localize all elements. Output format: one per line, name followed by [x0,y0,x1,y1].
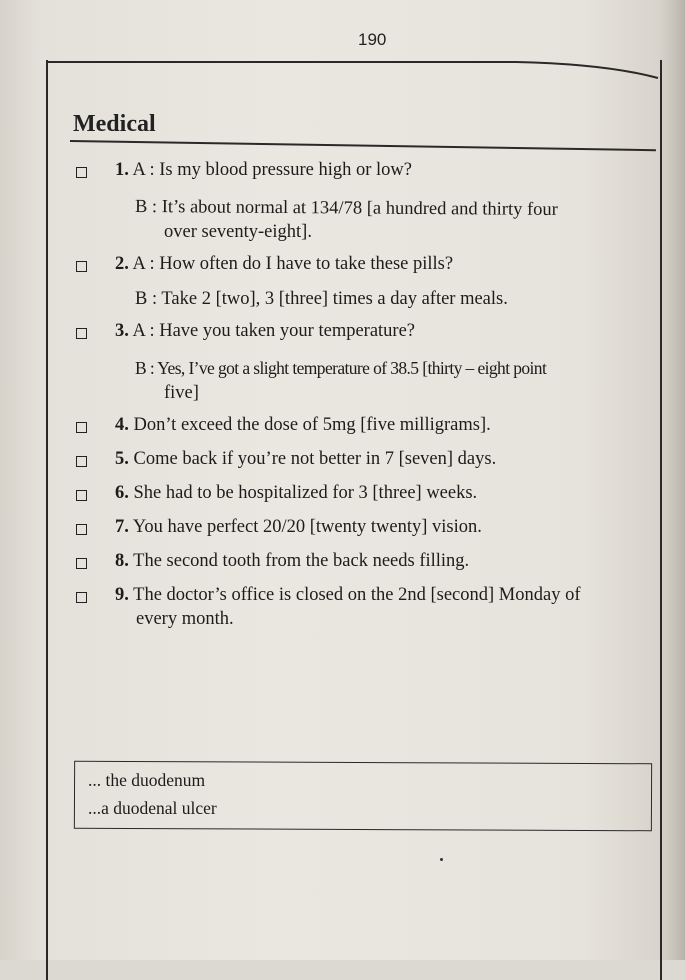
note-line-1: ... the duodenum [88,770,206,790]
item-text: A : Have you taken your temperature? [132,321,416,341]
item-9-text-line-2: every month. [136,609,234,629]
item-number: 7. [115,517,129,537]
item-9-checkbox[interactable] [76,592,87,603]
item-5-text [115,449,496,470]
item-8-checkbox[interactable] [76,558,87,569]
item-number: 5. [115,449,129,469]
item-text: Come back if you’re not better in 7 [seven] days. [133,449,497,469]
item-4-text [115,415,491,436]
item-3-answer-line-2: five] [164,383,199,403]
item-7-checkbox[interactable] [76,524,87,535]
item-1-checkbox[interactable] [76,167,87,178]
item-text: Don’t exceed the dose of 5mg [five milligrams]. [133,415,491,435]
item-3-answer-line-1: B : Yes, I’ve got a slight temperature of 38.5 [thirty – eight point [135,358,547,378]
item-1-answer-line-2: over seventy-eight]. [164,222,312,242]
item-number: 8. [115,551,129,571]
item-text: The doctor’s office is closed on the 2nd [second] Monday of [133,585,581,605]
item-text: The second tooth from the back needs filling. [133,551,470,571]
item-number: 1. [115,160,129,180]
section-title: Medical [73,111,156,137]
item-number: 2. [115,254,129,274]
item-1-question [115,160,412,181]
note-line-2: ...a duodenal ulcer [88,798,217,818]
item-2-answer: B : Take 2 [two], 3 [three] times a day after meals. [135,289,508,309]
item-text: A : How often do I have to take these pills? [132,254,454,274]
item-3-question [115,321,415,342]
item-number: 6. [115,483,129,503]
item-2-checkbox[interactable] [76,261,87,272]
item-7-text [115,517,482,538]
item-9-text [115,585,581,606]
item-5-checkbox[interactable] [76,456,87,467]
item-2-question [115,254,453,275]
item-number: 3. [115,321,129,341]
item-1-answer-line-1: B : It’s about normal at 134/78 [a hundred and thirty four [134,197,558,220]
item-text: She had to be hospitalized for 3 [three] weeks. [133,483,478,503]
item-6-checkbox[interactable] [76,490,87,501]
item-8-text [115,551,469,572]
page-number: 190 [358,30,387,49]
item-number: 9. [115,585,129,605]
item-6-text [115,483,477,504]
item-3-checkbox[interactable] [76,328,87,339]
ink-speck [440,858,443,861]
item-number: 4. [115,415,129,435]
item-4-checkbox[interactable] [76,422,87,433]
item-text: You have perfect 20/20 [twenty twenty] vision. [132,517,482,537]
item-text: A : Is my blood pressure high or low? [132,160,413,180]
